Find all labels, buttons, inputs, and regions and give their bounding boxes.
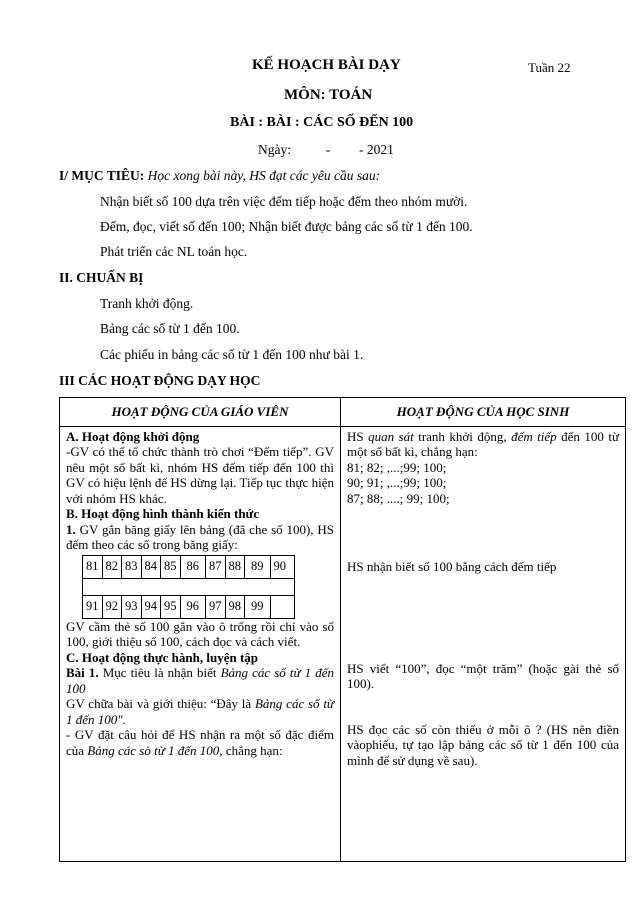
activity-b-number: 1.: [66, 521, 76, 537]
exercise-1-correction-italic: Bảng các số từ 1 đến 100".: [66, 696, 335, 727]
objective-item: Phát triển các NL toán học.: [100, 244, 248, 259]
student-step-3: HS viết “100”, đọc “một trăm” (hoặc gài thẻ số 100).: [347, 660, 619, 691]
exercise-1-question-end: chẳng hạn:: [225, 742, 283, 758]
date-line: [258, 142, 394, 158]
count-example-3: 87; 88; ....; 99; 100;: [347, 490, 450, 506]
exercise-1-goal: Mục tiêu là nhận biết: [102, 665, 217, 680]
student-step-1-observe: quan sát: [368, 428, 414, 444]
number-cell: 86: [180, 555, 206, 578]
number-cell: 85: [161, 555, 181, 578]
number-cell: 94: [141, 595, 161, 618]
number-cell: 82: [102, 555, 122, 578]
objective-item: Nhận biết số 100 dựa trên việc đếm tiếp hoặc đếm theo nhóm mười.: [100, 194, 468, 209]
number-cell: 81: [83, 555, 103, 578]
subject-title: MÔN: TOÁN: [284, 87, 373, 103]
exercise-1-correction-text: GV chữa bài và giới thiệu: “Đây là: [66, 696, 252, 711]
exercise-1-question: [66, 727, 334, 758]
number-cell: 97: [206, 595, 226, 618]
activity-b-title: B. Hoạt động hình thành kiến thức: [66, 506, 260, 521]
document-title: KẾ HOẠCH BÀI DẠY: [252, 57, 401, 73]
section-2-heading: II. CHUẨN BỊ: [59, 270, 144, 285]
student-step-1-a: HS: [347, 428, 364, 444]
number-strip-row-1: [83, 555, 295, 578]
date-sep-1: -: [325, 142, 331, 157]
exercise-1-goal-italic: Bảng các số từ 1 đến 100: [66, 665, 335, 696]
activities-table: [59, 397, 626, 862]
exercise-1-label: Bài 1.: [66, 665, 99, 680]
date-sep-2: - 2021: [359, 142, 394, 157]
student-column-header: HOẠT ĐỘNG CỦA HỌC SINH: [341, 398, 626, 427]
student-step-4: HS đọc các số còn thiếu ở mỗi ô ? (HS nên điền vàophiếu, tự tạo lập bảng các số từ 1 đến 100 của mình để sử dụng về sau).: [347, 721, 619, 768]
number-cell: 84: [141, 555, 161, 578]
teacher-column-header: HOẠT ĐỘNG CỦA GIÁO VIÊN: [60, 398, 341, 427]
teacher-activities-cell: [60, 426, 341, 861]
number-cell: 89: [245, 555, 271, 578]
activity-b-desc: GV gắn băng giấy lên bảng (đã che số 100), HS đếm theo các số trong băng giấy:: [66, 521, 334, 552]
empty-number-cell: [270, 595, 295, 618]
number-cell: 98: [225, 595, 245, 618]
student-activities-cell: [341, 426, 626, 861]
number-strip-gap: [83, 578, 295, 595]
exercise-1-question-text: - GV đặt câu hỏi để HS nhận ra một số đặc điểm của: [66, 727, 334, 758]
section-1-note: Học xong bài này, HS đạt các yêu cầu sau:: [147, 168, 381, 183]
lesson-title: BÀI : BÀI : CÁC SỐ ĐẾN 100: [230, 115, 414, 130]
number-cell: 90: [270, 555, 295, 578]
number-cell: 88: [225, 555, 245, 578]
prep-item: Tranh khởi động.: [100, 296, 194, 311]
student-step-1-c: đến 100 từ một số bất kì, chẳng hạn:: [347, 428, 620, 459]
count-example-1: 81; 82; ,...;99; 100;: [347, 459, 447, 475]
exercise-1-correction: [66, 696, 334, 727]
week-label: Tuần 22: [528, 60, 571, 75]
student-step-1-b: tranh khởi động,: [418, 428, 507, 444]
count-example-2: 90; 91; ,...;99; 100;: [347, 475, 447, 490]
student-step-1: [347, 429, 619, 460]
number-strip-row-2: [83, 595, 295, 618]
section-3-heading: III CÁC HOẠT ĐỘNG DẠY HỌC: [59, 373, 261, 388]
number-cell: 87: [206, 555, 226, 578]
number-cell: 99: [245, 595, 271, 618]
student-step-1-count: đếm tiếp: [511, 428, 557, 444]
objective-item: Đếm, đọc, viết số đến 100; Nhận biết được bảng các số từ 1 đến 100.: [100, 219, 473, 234]
activity-a-title: A. Hoạt động khởi động: [66, 428, 200, 444]
number-cell: 95: [161, 595, 181, 618]
date-label: Ngày:: [258, 142, 291, 157]
prep-item: Bảng các số từ 1 đến 100.: [100, 321, 240, 336]
section-1-heading-line: [59, 168, 380, 184]
number-strip-table: [82, 555, 295, 619]
prep-item: Các phiếu in bảng các số từ 1 đến 100 như bài 1.: [100, 347, 364, 362]
number-cell: 92: [102, 595, 122, 618]
activity-c-title: C. Hoạt động thực hành, luyện tập: [66, 649, 259, 665]
exercise-1-question-italic: Bảng các sò từ 1 đến 100,: [87, 742, 223, 758]
student-step-2: HS nhận biết số 100 bằng cách đếm tiếp: [347, 559, 557, 574]
activity-b-text: [66, 522, 334, 553]
exercise-1-text: [66, 665, 334, 696]
number-cell: 93: [122, 595, 142, 618]
number-cell: 83: [122, 555, 142, 578]
number-cell: 96: [180, 595, 206, 618]
activity-b-after: GV cầm thẻ số 100 gắn vào ô trống rồi chỉ vào số 100, giới thiệu số 100, cách đọc và cách viết.: [66, 618, 334, 649]
activity-a-text: -GV có thể tổ chức thành trò chơi “Đếm tiếp”. GV nêu một số bất kì, nhóm HS đếm tiếp đến 100 thì GV có hiệu lệnh để HS dừng lại. Tiếp tục thực hiện với nhóm HS khác.: [66, 444, 334, 506]
section-1-heading: I/ MỤC TIÊU:: [59, 168, 145, 183]
number-cell: 91: [83, 595, 103, 618]
